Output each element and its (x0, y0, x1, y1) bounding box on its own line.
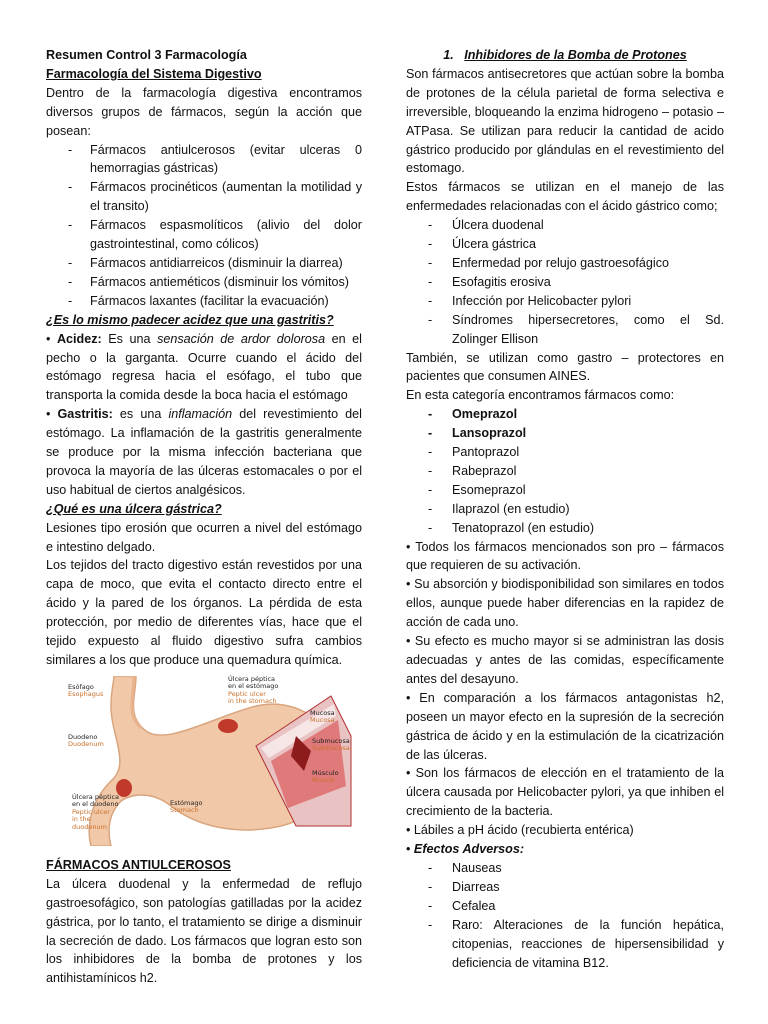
list-item: - Diarreas (406, 878, 724, 897)
label-duodeno (68, 734, 104, 749)
list-item: - Omeprazol (406, 405, 724, 424)
label-text: Submucosa (312, 736, 350, 745)
label-text-en: in the (72, 815, 91, 824)
list-item: - Pantoprazol (406, 443, 724, 462)
list-item: - Raro: Alteraciones de la función hepática, citopenias, reacciones de hipersensibilidad y deficiencia de vitamina B12. (406, 916, 724, 973)
list-item: - Enfermedad por relujo gastroesofágico (406, 254, 724, 273)
acidez-label: Acidez: (56, 331, 102, 346)
gastritis-label: Gastritis: (57, 407, 113, 422)
intro-paragraph: Dentro de la farmacología digestiva encontramos diversos grupos de fármacos, según la acción que posean: (46, 85, 362, 138)
left-column (46, 46, 362, 988)
list-item: - Ilaprazol (en estudio) (406, 500, 724, 519)
acidez-text-pre: Es una (101, 331, 158, 346)
adverse-effects-label: Efectos Adversos: (413, 842, 525, 857)
list-item: - Esofagitis erosiva (406, 273, 724, 292)
label-text-en: Muscle (312, 776, 335, 785)
gastroprotector-paragraph: También, se utilizan como gastro – protectores en pacientes que consumen AINES. (406, 350, 724, 384)
acidez-emphasis: sensación de ardor dolorosa (157, 331, 326, 346)
list-item: - Fármacos laxantes (facilitar la evacuación) (46, 292, 362, 311)
label-text: Esófago (68, 682, 94, 691)
list-item: - Lansoprazol (406, 424, 724, 443)
bullet-paragraph: • En comparación a los fármacos antagonistas h2, poseen un mayor efecto en la supresión de la secreción gástrica de ácido y en la estimulación de la cicatrización de las úlceras. (406, 690, 724, 762)
question-ulcera: ¿Qué es una úlcera gástrica? (46, 501, 222, 516)
bullet-paragraph: • Lábiles a pH ácido (recubierta entérica) (406, 823, 634, 838)
bullet-mark: • (406, 842, 411, 857)
document-title: Resumen Control 3 Farmacología (46, 48, 247, 62)
label-submucosa (312, 738, 350, 753)
list-item: - Fármacos antidiarreicos (disminuir la diarrea) (46, 254, 362, 273)
gastritis-paragraph: • Gastritis: es una inflamación del revestimiento del estómago. La inflamación de la gastritis generalmente se produce por la misma infección bacteriana que provoca la mayoría de las úlceras estomacales o por el uso habitual de ciertos analgésicos. (46, 407, 362, 497)
list-item: - Úlcera duodenal (406, 216, 724, 235)
drugs-intro: En esta categoría encontramos fármacos como: (406, 388, 675, 403)
list-item: - Síndromes hipersecretores, como el Sd. Zolinger Ellison (406, 311, 724, 349)
label-text-en: Duodenum (68, 740, 104, 749)
list-item: - Fármacos espasmolíticos (alivio del dolor gastrointestinal, como cólicos) (46, 216, 362, 254)
list-item: - Cefalea (406, 897, 724, 916)
label-text-en: in the stomach (228, 697, 277, 706)
adverse-effects-list (406, 859, 724, 972)
list-item: - Tenatoprazol (en estudio) (406, 519, 724, 538)
label-text: en el estómago (228, 682, 279, 691)
label-mucosa (310, 710, 335, 725)
list-item: - Rabeprazol (406, 462, 724, 481)
ibp-usage-intro: Estos fármacos se utilizan en el manejo de las enfermedades relacionadas con el ácido gástrico como; (406, 180, 724, 214)
list-item: - Nauseas (406, 859, 724, 878)
label-text-en: Mucosa (310, 716, 335, 725)
label-text: Músculo (312, 768, 339, 777)
label-text: en el duodeno (72, 800, 119, 809)
adverse-effects-heading (406, 840, 724, 859)
list-item: - Infección por Helicobacter pylori (406, 292, 724, 311)
label-text-en: duodenum (72, 822, 107, 831)
bullet-paragraph: • Su efecto es mucho mayor si se administran las dosis adecuadas y antes de las comidas, específicamente antes del desayuno. (406, 634, 724, 686)
label-text-en: Stomach (170, 806, 199, 815)
label-esofago (68, 684, 103, 699)
stomach-ulcer-illustration (66, 676, 356, 846)
label-ulcera-estomago (228, 676, 278, 706)
right-column (406, 46, 724, 972)
label-musculo (312, 770, 339, 785)
section-heading-ibp (406, 46, 724, 65)
label-estomago (170, 800, 202, 815)
label-text-en: Submucosa (312, 744, 350, 753)
drugs-list (406, 405, 724, 537)
ulcer-paragraph: Los tejidos del tracto digestivo están revestidos por una capa de moco, que evita el contacto directo entre el ácido y la pared de los órganos. La pérdida de esta protección, por medio de diferentes vías, hace que el tejido expuesto al fluido digestivo sufra cambios similares a los que produce una quemadura química. (46, 558, 362, 667)
list-item: - Fármacos procinéticos (aumentan la motilidad y el transito) (46, 178, 362, 216)
ulcer-definition: Lesiones tipo erosión que ocurren a nivel del estómago e intestino delgado. (46, 520, 362, 554)
bullet-paragraph: • Son los fármacos de elección en el tratamiento de la úlcera causada por Helicobacter pylori, ya que inhiben el crecimiento de la bacteria. (406, 766, 724, 819)
question-acidez-gastritis: ¿Es lo mismo padecer acidez que una gastritis? (46, 312, 334, 327)
gastritis-text-pre: es una (112, 407, 169, 422)
list-item: - Fármacos antiulcerosos (evitar ulceras 0 hemorragias gástricas) (46, 141, 362, 179)
conditions-list (406, 216, 724, 348)
bullet-paragraph: • Todos los fármacos mencionados son pro – fármacos que requieren de su activación. (406, 539, 724, 573)
label-ulcera-duodeno (72, 794, 119, 832)
label-text: Duodeno (68, 732, 98, 741)
stomach-ulcer-mark (218, 719, 238, 733)
label-text: Úlcera péptica (72, 792, 120, 801)
section-heading-antiulcerosos: FÁRMACOS ANTIULCEROSOS (46, 857, 231, 872)
gastritis-text-post: del revestimiento del estómago. La inflamación de la gastritis generalmente se produce por la misma infección bacteriana que provoca la mayoría de las úlceras estomacales o por el uso habitual de ciertos analgésicos. (46, 407, 362, 497)
heading-text: Inhibidores de la Bomba de Protones (464, 48, 687, 62)
label-text-en: Peptic ulcer (228, 689, 266, 698)
antiulcerosos-paragraph: La úlcera duodenal y la enfermedad de reflujo gastroesofágico, son patologías gatilladas por la acidez gástrica, por lo tanto, el tratamiento se dirige a disminuir la secreción de dado. Los fármacos que logran esto son los inhibidores de la bomba de protones y los antihistamínicos h2. (46, 876, 362, 986)
bullet-paragraph: • Su absorción y biodisponibilidad son similares en todos ellos, aunque puede haber diferencias en la rapidez de acción de cada uno. (406, 577, 724, 630)
label-text: Estómago (170, 798, 203, 807)
label-text: Úlcera péptica (228, 674, 276, 683)
document-subtitle: Farmacología del Sistema Digestivo (46, 66, 262, 81)
list-item: - Fármacos antieméticos (disminuir los vómitos) (46, 273, 362, 292)
acidez-text-post: en el pecho o la garganta. Ocurre cuando el ácido del estómago regresa hacia el esófago, el tubo que transporta la comida desde la boca hacia el estómago (46, 331, 362, 403)
gastritis-emphasis: inflamación (168, 407, 233, 422)
drug-groups-list (46, 141, 362, 311)
label-text-en: Peptic ulcer (72, 807, 110, 816)
list-item: - Úlcera gástrica (406, 235, 724, 254)
ibp-description: Son fármacos antisecretores que actúan sobre la bomba de protones de la célula parietal de forma selectiva e irreversible, bloqueando la enzima hidrogeno – potasio – ATPasa. Se utilizan para reducir la cantidad de acido gástrico producido por glándulas en el revestimiento del estomago. (406, 66, 724, 176)
list-item: - Esomeprazol (406, 481, 724, 500)
acidez-paragraph: • Acidez: Es una sensación de ardor dolorosa en el pecho o la garganta. Ocurre cuando el ácido del estómago regresa hacia el esófago, el tubo que transporta la comida desde la boca hacia el estómago (46, 331, 362, 403)
label-text-en: Esophagus (68, 690, 104, 699)
label-text: Mucosa (310, 708, 335, 717)
heading-number: 1. (443, 48, 454, 62)
